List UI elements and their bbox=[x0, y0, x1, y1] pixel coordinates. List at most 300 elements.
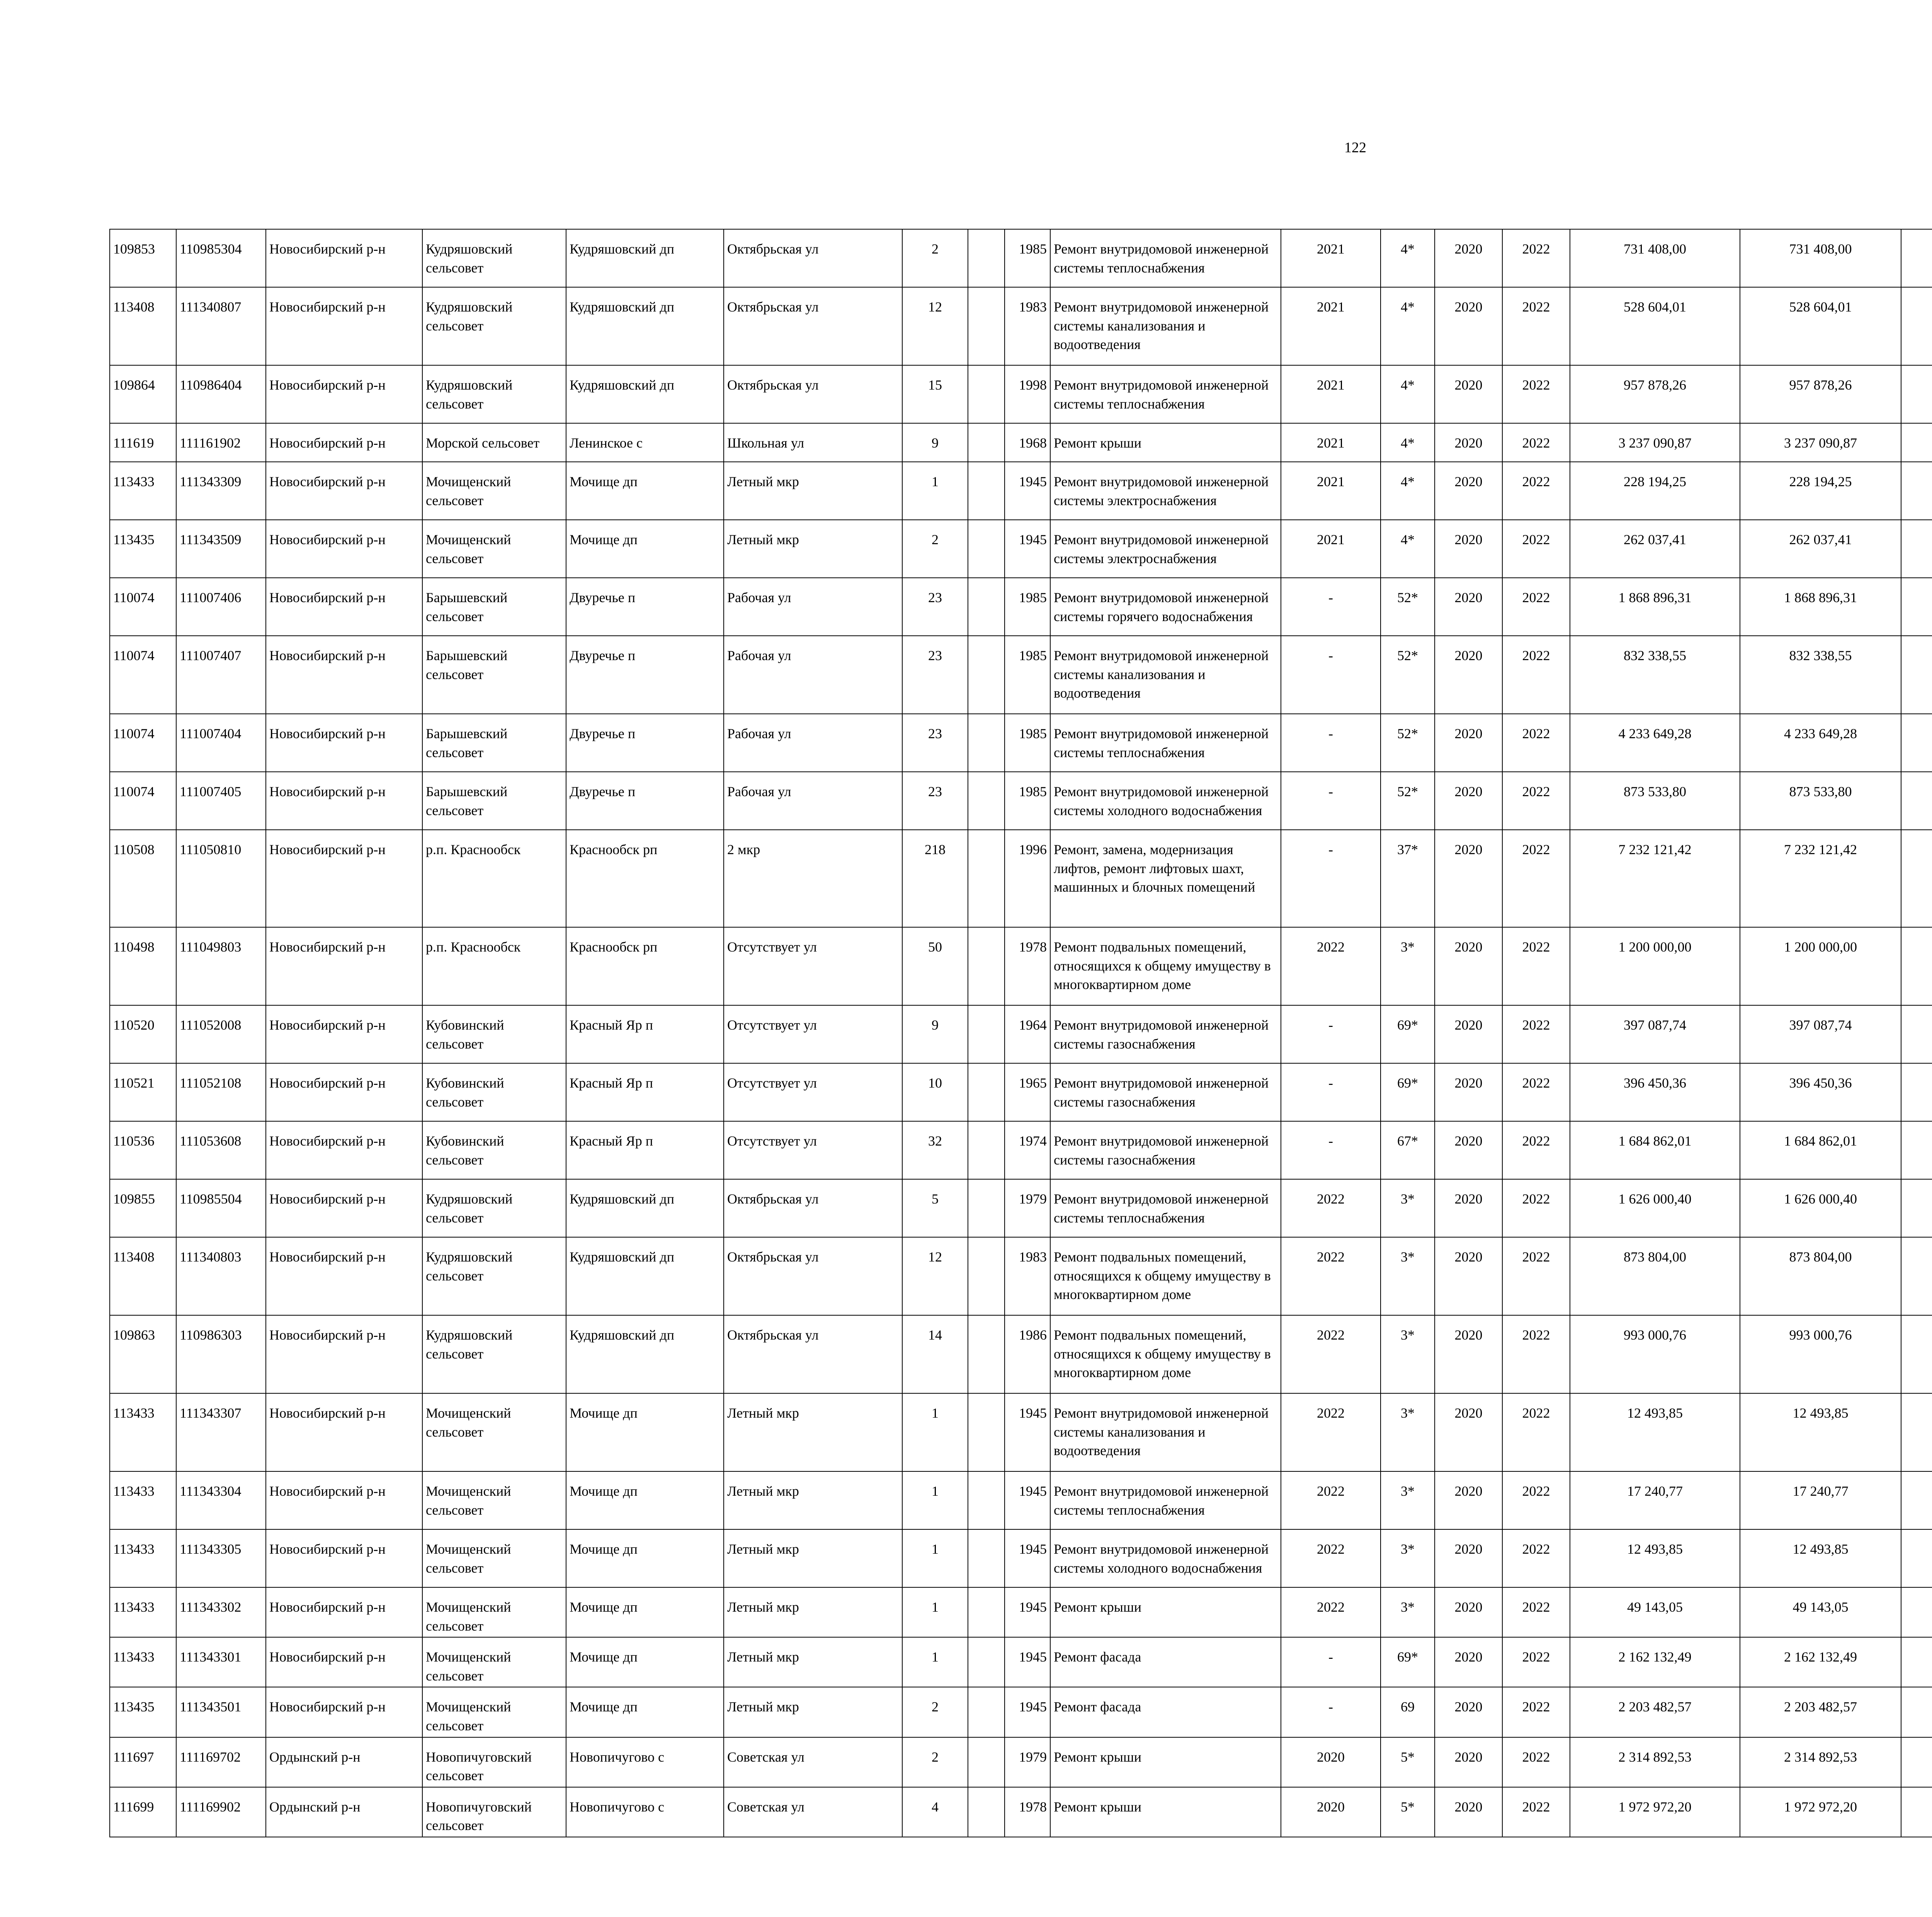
street-cell: Советская ул bbox=[724, 1737, 902, 1787]
object-code-cell: 111343509 bbox=[176, 520, 266, 578]
period-start-cell: 2020 bbox=[1435, 636, 1502, 714]
federal-cost-cell bbox=[1901, 1121, 1932, 1179]
build-year-cell: 1985 bbox=[1005, 636, 1050, 714]
fund-cost-cell: 12 493,85 bbox=[1740, 1529, 1901, 1587]
table-row bbox=[110, 229, 1932, 287]
period-start-cell: 2020 bbox=[1435, 1315, 1502, 1393]
house-id-cell: 113435 bbox=[110, 520, 176, 578]
total-cost-cell: 957 878,26 bbox=[1570, 365, 1740, 423]
work-type-cell: Ремонт фасада bbox=[1050, 1637, 1281, 1687]
house-number-cell: 12 bbox=[902, 1237, 968, 1315]
table-row bbox=[110, 1737, 1932, 1787]
district-cell: Новосибирский р-н bbox=[266, 927, 422, 1005]
build-year-cell: 1945 bbox=[1005, 1587, 1050, 1637]
house-id-cell: 113433 bbox=[110, 1393, 176, 1471]
federal-cost-cell bbox=[1901, 423, 1932, 462]
settlement-cell: Новопичугово с bbox=[566, 1787, 724, 1837]
street-cell: Отсутствует ул bbox=[724, 927, 902, 1005]
house-number-cell: 23 bbox=[902, 772, 968, 830]
fund-cost-cell: 528 604,01 bbox=[1740, 287, 1901, 365]
federal-cost-cell bbox=[1901, 462, 1932, 520]
settlement-cell: Мочище дп bbox=[566, 1687, 724, 1737]
table-row bbox=[110, 462, 1932, 520]
build-year-cell: 1965 bbox=[1005, 1063, 1050, 1121]
period-start-cell: 2020 bbox=[1435, 462, 1502, 520]
total-cost-cell: 873 804,00 bbox=[1570, 1237, 1740, 1315]
planned-year-cell: 2022 bbox=[1281, 1179, 1381, 1237]
note-mark-cell: 52* bbox=[1381, 578, 1435, 636]
building-cell bbox=[968, 520, 1005, 578]
street-cell: Советская ул bbox=[724, 1787, 902, 1837]
house-id-cell: 113433 bbox=[110, 1637, 176, 1687]
object-code-cell: 110986303 bbox=[176, 1315, 266, 1393]
house-id-cell: 110498 bbox=[110, 927, 176, 1005]
district-cell: Новосибирский р-н bbox=[266, 772, 422, 830]
building-cell bbox=[968, 1687, 1005, 1737]
federal-cost-cell bbox=[1901, 520, 1932, 578]
note-mark-cell: 3* bbox=[1381, 1529, 1435, 1587]
build-year-cell: 1978 bbox=[1005, 927, 1050, 1005]
federal-cost-cell bbox=[1901, 1179, 1932, 1237]
period-end-cell: 2022 bbox=[1502, 1637, 1570, 1687]
planned-year-cell: 2022 bbox=[1281, 927, 1381, 1005]
house-id-cell: 110520 bbox=[110, 1005, 176, 1063]
house-id-cell: 110074 bbox=[110, 578, 176, 636]
total-cost-cell: 2 314 892,53 bbox=[1570, 1737, 1740, 1787]
object-code-cell: 111343305 bbox=[176, 1529, 266, 1587]
street-cell: Летный мкр bbox=[724, 462, 902, 520]
settlement-cell: Кудряшовский дп bbox=[566, 1315, 724, 1393]
municipality-cell: Кудряшовский сельсовет bbox=[422, 1237, 566, 1315]
settlement-cell: Краснообск рп bbox=[566, 927, 724, 1005]
planned-year-cell: 2022 bbox=[1281, 1237, 1381, 1315]
work-type-cell: Ремонт фасада bbox=[1050, 1687, 1281, 1737]
street-cell: Летный мкр bbox=[724, 520, 902, 578]
settlement-cell: Мочище дп bbox=[566, 1471, 724, 1529]
object-code-cell: 111343307 bbox=[176, 1393, 266, 1471]
district-cell: Новосибирский р-н bbox=[266, 1237, 422, 1315]
federal-cost-cell bbox=[1901, 1687, 1932, 1737]
planned-year-cell: 2022 bbox=[1281, 1471, 1381, 1529]
fund-cost-cell: 1 684 862,01 bbox=[1740, 1121, 1901, 1179]
object-code-cell: 111007406 bbox=[176, 578, 266, 636]
note-mark-cell: 4* bbox=[1381, 423, 1435, 462]
district-cell: Новосибирский р-н bbox=[266, 1529, 422, 1587]
district-cell: Новосибирский р-н bbox=[266, 1393, 422, 1471]
planned-year-cell: - bbox=[1281, 1005, 1381, 1063]
fund-cost-cell: 832 338,55 bbox=[1740, 636, 1901, 714]
period-end-cell: 2022 bbox=[1502, 1529, 1570, 1587]
note-mark-cell: 4* bbox=[1381, 229, 1435, 287]
municipality-cell: Кубовинский сельсовет bbox=[422, 1063, 566, 1121]
work-type-cell: Ремонт крыши bbox=[1050, 423, 1281, 462]
house-id-cell: 110074 bbox=[110, 636, 176, 714]
planned-year-cell: - bbox=[1281, 1063, 1381, 1121]
building-cell bbox=[968, 1005, 1005, 1063]
district-cell: Новосибирский р-н bbox=[266, 636, 422, 714]
period-start-cell: 2020 bbox=[1435, 365, 1502, 423]
table-row bbox=[110, 1005, 1932, 1063]
period-start-cell: 2020 bbox=[1435, 1237, 1502, 1315]
street-cell: Летный мкр bbox=[724, 1687, 902, 1737]
federal-cost-cell bbox=[1901, 1787, 1932, 1837]
district-cell: Новосибирский р-н bbox=[266, 462, 422, 520]
planned-year-cell: 2021 bbox=[1281, 229, 1381, 287]
object-code-cell: 111343309 bbox=[176, 462, 266, 520]
building-cell bbox=[968, 1471, 1005, 1529]
municipality-cell: Мочищенский сельсовет bbox=[422, 1587, 566, 1637]
planned-year-cell: 2022 bbox=[1281, 1587, 1381, 1637]
house-id-cell: 109853 bbox=[110, 229, 176, 287]
planned-year-cell: 2022 bbox=[1281, 1393, 1381, 1471]
building-cell bbox=[968, 578, 1005, 636]
period-start-cell: 2020 bbox=[1435, 1063, 1502, 1121]
settlement-cell: Мочище дп bbox=[566, 1637, 724, 1687]
work-type-cell: Ремонт внутридомовой инженерной системы теплоснабжения bbox=[1050, 714, 1281, 772]
build-year-cell: 1945 bbox=[1005, 1687, 1050, 1737]
house-id-cell: 110536 bbox=[110, 1121, 176, 1179]
note-mark-cell: 4* bbox=[1381, 287, 1435, 365]
fund-cost-cell: 2 314 892,53 bbox=[1740, 1737, 1901, 1787]
building-cell bbox=[968, 830, 1005, 927]
total-cost-cell: 1 684 862,01 bbox=[1570, 1121, 1740, 1179]
street-cell: Летный мкр bbox=[724, 1529, 902, 1587]
house-id-cell: 109855 bbox=[110, 1179, 176, 1237]
table-row bbox=[110, 1637, 1932, 1687]
note-mark-cell: 67* bbox=[1381, 1121, 1435, 1179]
period-end-cell: 2022 bbox=[1502, 1237, 1570, 1315]
federal-cost-cell bbox=[1901, 365, 1932, 423]
fund-cost-cell: 17 240,77 bbox=[1740, 1471, 1901, 1529]
period-start-cell: 2020 bbox=[1435, 1393, 1502, 1471]
note-mark-cell: 3* bbox=[1381, 1587, 1435, 1637]
period-start-cell: 2020 bbox=[1435, 1471, 1502, 1529]
table-row bbox=[110, 1529, 1932, 1587]
settlement-cell: Двуречье п bbox=[566, 578, 724, 636]
note-mark-cell: 69 bbox=[1381, 1687, 1435, 1737]
house-id-cell: 113433 bbox=[110, 1529, 176, 1587]
house-number-cell: 1 bbox=[902, 1587, 968, 1637]
period-start-cell: 2020 bbox=[1435, 1687, 1502, 1737]
planned-year-cell: - bbox=[1281, 636, 1381, 714]
municipality-cell: Мочищенский сельсовет bbox=[422, 520, 566, 578]
district-cell: Новосибирский р-н bbox=[266, 1121, 422, 1179]
building-cell bbox=[968, 1787, 1005, 1837]
fund-cost-cell: 2 162 132,49 bbox=[1740, 1637, 1901, 1687]
settlement-cell: Кудряшовский дп bbox=[566, 1237, 724, 1315]
period-end-cell: 2022 bbox=[1502, 1687, 1570, 1737]
object-code-cell: 111343501 bbox=[176, 1687, 266, 1737]
total-cost-cell: 528 604,01 bbox=[1570, 287, 1740, 365]
period-end-cell: 2022 bbox=[1502, 1121, 1570, 1179]
house-id-cell: 113408 bbox=[110, 1237, 176, 1315]
federal-cost-cell bbox=[1901, 1063, 1932, 1121]
federal-cost-cell bbox=[1901, 714, 1932, 772]
total-cost-cell: 1 200 000,00 bbox=[1570, 927, 1740, 1005]
planned-year-cell: - bbox=[1281, 1687, 1381, 1737]
building-cell bbox=[968, 462, 1005, 520]
work-type-cell: Ремонт, замена, модернизация лифтов, ремонт лифтовых шахт, машинных и блочных помещений bbox=[1050, 830, 1281, 927]
total-cost-cell: 262 037,41 bbox=[1570, 520, 1740, 578]
build-year-cell: 1945 bbox=[1005, 1393, 1050, 1471]
table-row bbox=[110, 1315, 1932, 1393]
district-cell: Новосибирский р-н bbox=[266, 714, 422, 772]
build-year-cell: 1996 bbox=[1005, 830, 1050, 927]
building-cell bbox=[968, 1315, 1005, 1393]
period-end-cell: 2022 bbox=[1502, 1787, 1570, 1837]
planned-year-cell: - bbox=[1281, 1637, 1381, 1687]
house-number-cell: 9 bbox=[902, 423, 968, 462]
note-mark-cell: 69* bbox=[1381, 1063, 1435, 1121]
object-code-cell: 111049803 bbox=[176, 927, 266, 1005]
period-start-cell: 2020 bbox=[1435, 1529, 1502, 1587]
federal-cost-cell bbox=[1901, 1529, 1932, 1587]
building-cell bbox=[968, 287, 1005, 365]
table-row bbox=[110, 1063, 1932, 1121]
table-row bbox=[110, 772, 1932, 830]
street-cell: Октябрьская ул bbox=[724, 1179, 902, 1237]
work-type-cell: Ремонт внутридомовой инженерной системы канализования и водоотведения bbox=[1050, 1393, 1281, 1471]
work-type-cell: Ремонт внутридомовой инженерной системы электроснабжения bbox=[1050, 520, 1281, 578]
period-start-cell: 2020 bbox=[1435, 772, 1502, 830]
street-cell: Отсутствует ул bbox=[724, 1121, 902, 1179]
municipality-cell: Мочищенский сельсовет bbox=[422, 1687, 566, 1737]
house-number-cell: 23 bbox=[902, 636, 968, 714]
house-number-cell: 2 bbox=[902, 520, 968, 578]
period-end-cell: 2022 bbox=[1502, 1063, 1570, 1121]
period-end-cell: 2022 bbox=[1502, 462, 1570, 520]
period-end-cell: 2022 bbox=[1502, 1471, 1570, 1529]
house-id-cell: 110074 bbox=[110, 714, 176, 772]
total-cost-cell: 993 000,76 bbox=[1570, 1315, 1740, 1393]
settlement-cell: Мочище дп bbox=[566, 520, 724, 578]
table-row bbox=[110, 927, 1932, 1005]
street-cell: Октябрьская ул bbox=[724, 365, 902, 423]
settlement-cell: Кудряшовский дп bbox=[566, 1179, 724, 1237]
building-cell bbox=[968, 365, 1005, 423]
build-year-cell: 1985 bbox=[1005, 229, 1050, 287]
house-number-cell: 15 bbox=[902, 365, 968, 423]
building-cell bbox=[968, 1237, 1005, 1315]
municipality-cell: Барышевский сельсовет bbox=[422, 772, 566, 830]
municipality-cell: Новопичуговский сельсовет bbox=[422, 1737, 566, 1787]
planned-year-cell: 2021 bbox=[1281, 287, 1381, 365]
total-cost-cell: 12 493,85 bbox=[1570, 1393, 1740, 1471]
fund-cost-cell: 397 087,74 bbox=[1740, 1005, 1901, 1063]
municipality-cell: Кудряшовский сельсовет bbox=[422, 365, 566, 423]
total-cost-cell: 17 240,77 bbox=[1570, 1471, 1740, 1529]
fund-cost-cell: 1 200 000,00 bbox=[1740, 927, 1901, 1005]
building-cell bbox=[968, 1637, 1005, 1687]
house-number-cell: 2 bbox=[902, 1737, 968, 1787]
planned-year-cell: - bbox=[1281, 772, 1381, 830]
house-number-cell: 2 bbox=[902, 229, 968, 287]
table-row bbox=[110, 1393, 1932, 1471]
municipality-cell: Мочищенский сельсовет bbox=[422, 1393, 566, 1471]
house-number-cell: 32 bbox=[902, 1121, 968, 1179]
work-type-cell: Ремонт крыши bbox=[1050, 1787, 1281, 1837]
fund-cost-cell: 396 450,36 bbox=[1740, 1063, 1901, 1121]
municipality-cell: Барышевский сельсовет bbox=[422, 578, 566, 636]
settlement-cell: Ленинское с bbox=[566, 423, 724, 462]
fund-cost-cell: 993 000,76 bbox=[1740, 1315, 1901, 1393]
house-number-cell: 23 bbox=[902, 714, 968, 772]
build-year-cell: 1983 bbox=[1005, 287, 1050, 365]
settlement-cell: Новопичугово с bbox=[566, 1737, 724, 1787]
note-mark-cell: 52* bbox=[1381, 772, 1435, 830]
settlement-cell: Двуречье п bbox=[566, 772, 724, 830]
period-start-cell: 2020 bbox=[1435, 287, 1502, 365]
federal-cost-cell bbox=[1901, 830, 1932, 927]
note-mark-cell: 3* bbox=[1381, 1179, 1435, 1237]
note-mark-cell: 4* bbox=[1381, 520, 1435, 578]
house-id-cell: 110521 bbox=[110, 1063, 176, 1121]
building-cell bbox=[968, 772, 1005, 830]
work-type-cell: Ремонт внутридомовой инженерной системы теплоснабжения bbox=[1050, 1471, 1281, 1529]
street-cell: Рабочая ул bbox=[724, 636, 902, 714]
house-id-cell: 113408 bbox=[110, 287, 176, 365]
table-row bbox=[110, 520, 1932, 578]
house-id-cell: 113433 bbox=[110, 462, 176, 520]
total-cost-cell: 4 233 649,28 bbox=[1570, 714, 1740, 772]
page-number: 122 bbox=[1344, 140, 1366, 156]
period-end-cell: 2022 bbox=[1502, 578, 1570, 636]
work-type-cell: Ремонт внутридомовой инженерной системы электроснабжения bbox=[1050, 462, 1281, 520]
street-cell: Школьная ул bbox=[724, 423, 902, 462]
house-id-cell: 109864 bbox=[110, 365, 176, 423]
house-id-cell: 110074 bbox=[110, 772, 176, 830]
house-number-cell: 1 bbox=[902, 1393, 968, 1471]
table-row bbox=[110, 1121, 1932, 1179]
object-code-cell: 110985304 bbox=[176, 229, 266, 287]
object-code-cell: 111343302 bbox=[176, 1587, 266, 1637]
building-cell bbox=[968, 423, 1005, 462]
fund-cost-cell: 3 237 090,87 bbox=[1740, 423, 1901, 462]
note-mark-cell: 3* bbox=[1381, 927, 1435, 1005]
period-start-cell: 2020 bbox=[1435, 229, 1502, 287]
planned-year-cell: - bbox=[1281, 1121, 1381, 1179]
settlement-cell: Кудряшовский дп bbox=[566, 287, 724, 365]
house-id-cell: 111697 bbox=[110, 1737, 176, 1787]
period-end-cell: 2022 bbox=[1502, 287, 1570, 365]
planned-year-cell: 2022 bbox=[1281, 1529, 1381, 1587]
district-cell: Новосибирский р-н bbox=[266, 578, 422, 636]
table-row bbox=[110, 578, 1932, 636]
period-end-cell: 2022 bbox=[1502, 1179, 1570, 1237]
municipality-cell: р.п. Краснообск bbox=[422, 927, 566, 1005]
total-cost-cell: 1 868 896,31 bbox=[1570, 578, 1740, 636]
table-row bbox=[110, 365, 1932, 423]
table-row bbox=[110, 1179, 1932, 1237]
street-cell: Октябрьская ул bbox=[724, 287, 902, 365]
street-cell: Летный мкр bbox=[724, 1471, 902, 1529]
building-cell bbox=[968, 636, 1005, 714]
build-year-cell: 1985 bbox=[1005, 578, 1050, 636]
municipality-cell: Кудряшовский сельсовет bbox=[422, 229, 566, 287]
street-cell: Октябрьская ул bbox=[724, 1315, 902, 1393]
period-start-cell: 2020 bbox=[1435, 927, 1502, 1005]
work-type-cell: Ремонт внутридомовой инженерной системы канализования и водоотведения bbox=[1050, 287, 1281, 365]
period-start-cell: 2020 bbox=[1435, 520, 1502, 578]
federal-cost-cell bbox=[1901, 1637, 1932, 1687]
fund-cost-cell: 228 194,25 bbox=[1740, 462, 1901, 520]
fund-cost-cell: 4 233 649,28 bbox=[1740, 714, 1901, 772]
house-number-cell: 4 bbox=[902, 1787, 968, 1837]
planned-year-cell: 2022 bbox=[1281, 1315, 1381, 1393]
total-cost-cell: 1 972 972,20 bbox=[1570, 1787, 1740, 1837]
object-code-cell: 111161902 bbox=[176, 423, 266, 462]
street-cell: Рабочая ул bbox=[724, 714, 902, 772]
object-code-cell: 111343301 bbox=[176, 1637, 266, 1687]
fund-cost-cell: 262 037,41 bbox=[1740, 520, 1901, 578]
building-cell bbox=[968, 714, 1005, 772]
period-end-cell: 2022 bbox=[1502, 772, 1570, 830]
work-type-cell: Ремонт внутридомовой инженерной системы газоснабжения bbox=[1050, 1005, 1281, 1063]
build-year-cell: 1964 bbox=[1005, 1005, 1050, 1063]
period-start-cell: 2020 bbox=[1435, 578, 1502, 636]
note-mark-cell: 4* bbox=[1381, 365, 1435, 423]
table-row bbox=[110, 287, 1932, 365]
street-cell: Октябрьская ул bbox=[724, 1237, 902, 1315]
build-year-cell: 1983 bbox=[1005, 1237, 1050, 1315]
settlement-cell: Кудряшовский дп bbox=[566, 365, 724, 423]
object-code-cell: 111343304 bbox=[176, 1471, 266, 1529]
build-year-cell: 1945 bbox=[1005, 1637, 1050, 1687]
table-row bbox=[110, 423, 1932, 462]
note-mark-cell: 4* bbox=[1381, 462, 1435, 520]
federal-cost-cell bbox=[1901, 1737, 1932, 1787]
period-start-cell: 2020 bbox=[1435, 1737, 1502, 1787]
house-number-cell: 12 bbox=[902, 287, 968, 365]
build-year-cell: 1978 bbox=[1005, 1787, 1050, 1837]
district-cell: Ордынский р-н bbox=[266, 1787, 422, 1837]
note-mark-cell: 3* bbox=[1381, 1237, 1435, 1315]
municipality-cell: Барышевский сельсовет bbox=[422, 714, 566, 772]
total-cost-cell: 396 450,36 bbox=[1570, 1063, 1740, 1121]
period-end-cell: 2022 bbox=[1502, 520, 1570, 578]
house-id-cell: 113433 bbox=[110, 1587, 176, 1637]
federal-cost-cell bbox=[1901, 1237, 1932, 1315]
house-number-cell: 218 bbox=[902, 830, 968, 927]
note-mark-cell: 52* bbox=[1381, 636, 1435, 714]
period-end-cell: 2022 bbox=[1502, 714, 1570, 772]
building-cell bbox=[968, 1737, 1005, 1787]
object-code-cell: 111050810 bbox=[176, 830, 266, 927]
federal-cost-cell bbox=[1901, 636, 1932, 714]
fund-cost-cell: 12 493,85 bbox=[1740, 1393, 1901, 1471]
house-number-cell: 1 bbox=[902, 1637, 968, 1687]
note-mark-cell: 5* bbox=[1381, 1787, 1435, 1837]
period-end-cell: 2022 bbox=[1502, 1737, 1570, 1787]
table-row bbox=[110, 1587, 1932, 1637]
table-row bbox=[110, 636, 1932, 714]
street-cell: Рабочая ул bbox=[724, 578, 902, 636]
total-cost-cell: 731 408,00 bbox=[1570, 229, 1740, 287]
build-year-cell: 1945 bbox=[1005, 520, 1050, 578]
district-cell: Ордынский р-н bbox=[266, 1737, 422, 1787]
work-type-cell: Ремонт внутридомовой инженерной системы канализования и водоотведения bbox=[1050, 636, 1281, 714]
object-code-cell: 111052108 bbox=[176, 1063, 266, 1121]
planned-year-cell: 2021 bbox=[1281, 520, 1381, 578]
federal-cost-cell bbox=[1901, 229, 1932, 287]
district-cell: Новосибирский р-н bbox=[266, 287, 422, 365]
district-cell: Новосибирский р-н bbox=[266, 423, 422, 462]
house-number-cell: 14 bbox=[902, 1315, 968, 1393]
municipality-cell: Кубовинский сельсовет bbox=[422, 1121, 566, 1179]
object-code-cell: 111169902 bbox=[176, 1787, 266, 1837]
building-cell bbox=[968, 1393, 1005, 1471]
build-year-cell: 1986 bbox=[1005, 1315, 1050, 1393]
